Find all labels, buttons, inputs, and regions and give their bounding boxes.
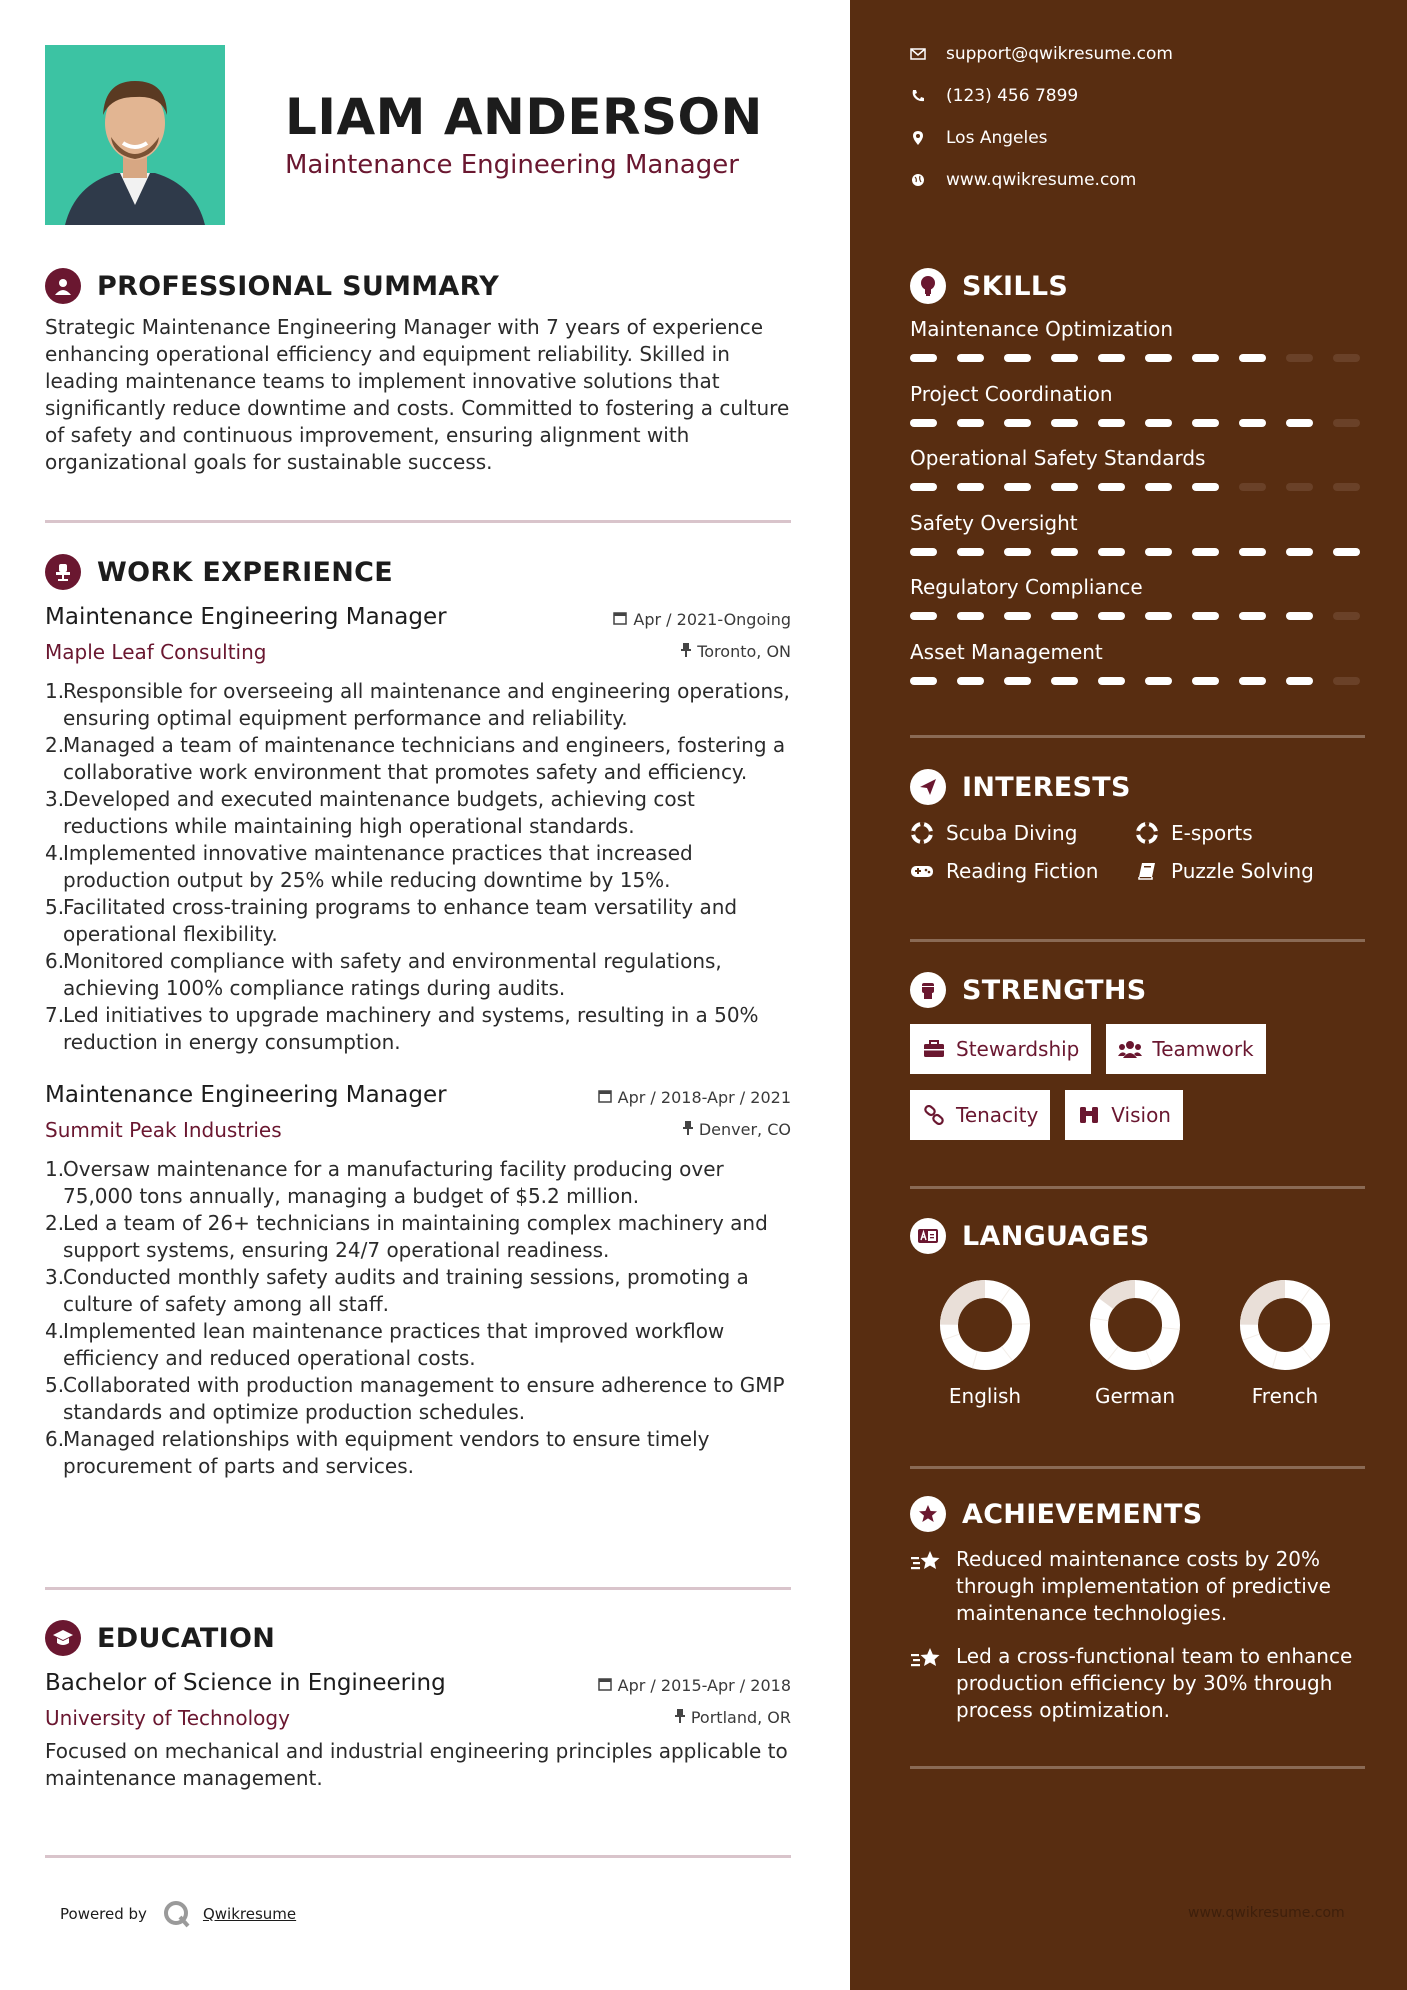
languages-header xyxy=(910,1216,1365,1256)
languages-section xyxy=(910,1216,1365,1408)
skill-level-segment xyxy=(1004,483,1031,491)
users-icon xyxy=(1118,1037,1142,1061)
skill-level-bar xyxy=(910,548,1365,556)
skill-item xyxy=(910,574,1365,639)
skill-level-segment xyxy=(910,483,937,491)
candidate-name: LIAM ANDERSON xyxy=(285,88,763,146)
website-text[interactable]: www.qwikresume.com xyxy=(946,170,1137,190)
summary-text: Strategic Maintenance Engineering Manager with 7 years of experience enhancing operational efficiency and equipment reliability. Skilled in leading maintenance teams to implement innovative solutions that significantly reduce downtime and costs. Committed to fostering a culture of safety and continuous improvement, ensuring alignment with organizational goals for sustainable success. xyxy=(45,315,790,474)
achievements-list xyxy=(910,1546,1365,1724)
summary-header xyxy=(45,266,791,306)
strengths-section xyxy=(910,970,1365,1140)
education-date: Apr / 2015-Apr / 2018 xyxy=(617,1676,791,1695)
skill-level-segment xyxy=(1192,419,1219,427)
pin-icon xyxy=(683,1120,693,1139)
education-title: EDUCATION xyxy=(97,1622,276,1654)
language-proficiency-ring xyxy=(938,1278,1032,1372)
skill-level-segment xyxy=(1239,419,1266,427)
divider xyxy=(910,1466,1365,1469)
achievement-item: Led a cross-functional team to enhance production efficiency by 30% through process optimization. xyxy=(910,1643,1365,1724)
skill-level-segment xyxy=(1098,548,1125,556)
experience-header xyxy=(45,552,791,592)
summary-section xyxy=(45,266,791,476)
list-item: 2. Led a team of 26+ technicians in maintaining complex machinery and support systems, ensuring 24/7 operational readiness. xyxy=(45,1211,768,1262)
list-item: 4. Implemented innovative maintenance practices that increased production output by 25% while reducing downtime by 15%. xyxy=(45,841,693,892)
skill-level-segment xyxy=(1098,677,1125,685)
skill-level-segment xyxy=(1286,354,1313,362)
skill-level-segment xyxy=(1004,612,1031,620)
school: University of Technology xyxy=(45,1706,290,1730)
list-item: 6. Managed relationships with equipment vendors to ensure timely procurement of parts and services. xyxy=(45,1427,710,1478)
language-item xyxy=(1060,1278,1210,1408)
skill-level-segment xyxy=(1051,419,1078,427)
duty-list xyxy=(45,1156,791,1480)
skill-level-segment xyxy=(1004,354,1031,362)
skill-name: Operational Safety Standards xyxy=(910,446,1206,470)
strength-chip: Stewardship xyxy=(910,1024,1091,1074)
pin-icon xyxy=(681,642,691,661)
languages-title: LANGUAGES xyxy=(962,1220,1150,1252)
link-icon xyxy=(922,1103,946,1127)
skill-level-segment xyxy=(1145,548,1172,556)
achievements-title: ACHIEVEMENTS xyxy=(962,1498,1203,1530)
lifebuoy-icon xyxy=(910,821,934,845)
interests-section xyxy=(910,767,1365,883)
phone-icon xyxy=(910,88,926,104)
strength-chip: Vision xyxy=(1065,1090,1183,1140)
interest-item: E-sports xyxy=(1135,821,1335,845)
interests-list xyxy=(910,821,1365,883)
skill-item xyxy=(910,445,1365,510)
skill-level-segment xyxy=(1145,612,1172,620)
skill-level-segment xyxy=(1098,419,1125,427)
strength-chip: Teamwork xyxy=(1106,1024,1265,1074)
skill-level-segment xyxy=(1286,419,1313,427)
contact-location xyxy=(910,128,1048,148)
experience-title: WORK EXPERIENCE xyxy=(97,556,393,588)
interests-title: INTERESTS xyxy=(962,771,1131,803)
chair-icon xyxy=(45,554,81,590)
job-title: Maintenance Engineering Manager xyxy=(45,1082,447,1108)
divider xyxy=(45,520,791,523)
strengths-header xyxy=(910,970,1365,1010)
calendar-icon xyxy=(613,610,627,629)
language-proficiency-ring xyxy=(1238,1278,1332,1372)
location-text: Los Angeles xyxy=(946,128,1048,148)
location-pin-icon xyxy=(910,130,926,146)
job-entry xyxy=(45,1082,791,1480)
skill-level-segment xyxy=(1286,483,1313,491)
divider xyxy=(45,1587,791,1590)
skill-level-segment xyxy=(1098,483,1125,491)
skills-list xyxy=(910,316,1365,703)
paper-plane-icon xyxy=(910,769,946,805)
list-item: 1. Responsible for overseeing all maintenance and engineering operations, ensuring optimal equipment performance and reliability. xyxy=(45,679,790,730)
skill-level-segment xyxy=(1145,419,1172,427)
skill-level-segment xyxy=(1004,419,1031,427)
interest-item: Puzzle Solving xyxy=(1135,859,1335,883)
list-item: 2. Managed a team of maintenance technicians and engineers, fostering a collaborative work environment that promotes safety and efficiency. xyxy=(45,733,786,784)
language-name: English xyxy=(948,1384,1022,1408)
skill-level-bar xyxy=(910,354,1365,362)
list-item: 4. Implemented lean maintenance practices that improved workflow efficiency and reduced operational costs. xyxy=(45,1319,725,1370)
list-item: 3. Conducted monthly safety audits and training sessions, promoting a culture of safety among all staff. xyxy=(45,1265,749,1316)
skill-level-segment xyxy=(1192,612,1219,620)
skill-level-segment xyxy=(1051,354,1078,362)
skill-level-bar xyxy=(910,483,1365,491)
profile-photo xyxy=(45,45,225,225)
avatar xyxy=(45,45,225,225)
skill-level-segment xyxy=(1004,548,1031,556)
list-item: 5. Collaborated with production management to ensure adherence to GMP standards and optimize production schedules. xyxy=(45,1373,785,1424)
skill-level-segment xyxy=(957,677,984,685)
briefcase-icon xyxy=(922,1037,946,1061)
qwikresume-link[interactable]: Qwikresume xyxy=(202,1905,297,1923)
language-name: French xyxy=(1251,1384,1319,1408)
list-item: 5. Facilitated cross-training programs to enhance team versatility and operational flexibility. xyxy=(45,895,738,946)
lightbulb-icon xyxy=(910,268,946,304)
skill-level-segment xyxy=(1239,612,1266,620)
skill-level-segment xyxy=(1333,483,1360,491)
skill-level-segment xyxy=(1333,612,1360,620)
star-badge-icon xyxy=(910,1496,946,1532)
skill-level-segment xyxy=(957,548,984,556)
languages-list xyxy=(910,1278,1365,1408)
skill-level-bar xyxy=(910,612,1365,620)
skill-level-segment xyxy=(1192,677,1219,685)
divider xyxy=(910,1766,1365,1769)
skill-level-segment xyxy=(1051,677,1078,685)
education-location: Portland, OR xyxy=(690,1708,791,1727)
book-icon xyxy=(1135,859,1159,883)
skill-name: Safety Oversight xyxy=(910,510,1078,535)
divider xyxy=(45,1855,791,1858)
skill-level-segment xyxy=(957,419,984,427)
skills-title: SKILLS xyxy=(962,270,1069,302)
language-item xyxy=(910,1278,1060,1408)
skill-level-segment xyxy=(910,612,937,620)
interest-item: Scuba Diving xyxy=(910,821,1135,845)
skill-level-segment xyxy=(1192,548,1219,556)
skill-name: Project Coordination xyxy=(910,381,1113,406)
skill-level-segment xyxy=(1239,483,1266,491)
skill-level-segment xyxy=(1333,548,1360,556)
list-item: 6. Monitored compliance with safety and environmental regulations, achieving 100% compliance ratings during audits. xyxy=(45,949,722,1000)
skill-level-segment xyxy=(1192,354,1219,362)
skill-name: Maintenance Optimization xyxy=(910,317,1174,341)
degree: Bachelor of Science in Engineering xyxy=(45,1670,446,1696)
job-location: Toronto, ON xyxy=(697,642,791,661)
skill-level-segment xyxy=(910,354,937,362)
skill-level-segment xyxy=(910,548,937,556)
job-location: Denver, CO xyxy=(698,1120,791,1139)
pin-icon xyxy=(675,1708,685,1727)
language-item xyxy=(1210,1278,1360,1408)
calendar-icon xyxy=(598,1676,612,1695)
contact-phone xyxy=(910,86,1078,106)
contact-website xyxy=(910,170,1136,190)
shooting-star-icon xyxy=(910,1645,944,1673)
sidebar xyxy=(850,0,1407,1990)
education-entry xyxy=(45,1670,791,1792)
contact-email xyxy=(910,44,1173,64)
skill-level-segment xyxy=(1333,354,1360,362)
skill-level-segment xyxy=(1098,354,1125,362)
duty-list xyxy=(45,678,791,1056)
job-date: Apr / 2018-Apr / 2021 xyxy=(617,1088,791,1107)
language-icon xyxy=(910,1218,946,1254)
list-item: 3. Developed and executed maintenance budgets, achieving cost reductions while maintaining high operational standards. xyxy=(45,787,695,838)
candidate-role: Maintenance Engineering Manager xyxy=(285,150,739,180)
skill-level-segment xyxy=(1051,483,1078,491)
skill-level-segment xyxy=(1286,612,1313,620)
skill-level-segment xyxy=(1004,677,1031,685)
calendar-icon xyxy=(598,1088,612,1107)
list-item: 7. Led initiatives to upgrade machinery and systems, resulting in a 50% reduction in energy consumption. xyxy=(45,1003,759,1054)
skill-level-segment xyxy=(1145,483,1172,491)
interests-header xyxy=(910,767,1365,807)
fist-icon xyxy=(910,972,946,1008)
job-entry xyxy=(45,604,791,1056)
divider xyxy=(910,1186,1365,1189)
skill-level-segment xyxy=(910,677,937,685)
achievements-header xyxy=(910,1494,1365,1534)
divider xyxy=(910,939,1365,942)
list-item: 1. Oversaw maintenance for a manufacturing facility producing over 75,000 tons annually, managing a budget of $5.2 million. xyxy=(45,1157,724,1208)
summary-title: PROFESSIONAL SUMMARY xyxy=(97,270,500,302)
footer-website: www.qwikresume.com xyxy=(1188,1905,1345,1921)
envelope-icon xyxy=(910,46,926,62)
skill-level-segment xyxy=(1051,548,1078,556)
job-company: Summit Peak Industries xyxy=(45,1118,282,1142)
skill-level-segment xyxy=(957,354,984,362)
user-icon xyxy=(45,268,81,304)
skill-level-segment xyxy=(1192,483,1219,491)
ring-separator xyxy=(1312,1324,1330,1325)
skill-level-segment xyxy=(1239,677,1266,685)
skill-item xyxy=(910,639,1365,704)
job-date: Apr / 2021-Ongoing xyxy=(633,610,791,629)
skill-level-segment xyxy=(1286,677,1313,685)
skill-item xyxy=(910,510,1365,575)
phone-text: (123) 456 7899 xyxy=(946,86,1079,106)
skill-level-segment xyxy=(957,612,984,620)
language-name: German xyxy=(1094,1384,1176,1408)
experience-section xyxy=(45,552,791,1480)
skill-level-segment xyxy=(1333,677,1360,685)
lifebuoy-icon xyxy=(1135,821,1159,845)
powered-by-label: Powered by xyxy=(60,1905,147,1923)
skill-level-segment xyxy=(957,483,984,491)
skill-level-bar xyxy=(910,419,1365,427)
skill-item xyxy=(910,316,1365,381)
skill-level-segment xyxy=(1098,612,1125,620)
skill-level-segment xyxy=(1145,354,1172,362)
shooting-star-icon xyxy=(910,1548,944,1576)
graduation-cap-icon xyxy=(45,1620,81,1656)
job-company: Maple Leaf Consulting xyxy=(45,640,267,664)
job-title: Maintenance Engineering Manager xyxy=(45,604,447,630)
skill-name: Asset Management xyxy=(910,639,1103,664)
achievements-section xyxy=(910,1494,1365,1724)
skill-level-bar xyxy=(910,677,1365,685)
strength-chip: Tenacity xyxy=(910,1090,1050,1140)
achievement-item: Reduced maintenance costs by 20% through implementation of predictive maintenance technologies. xyxy=(910,1546,1365,1627)
qwikresume-logo-icon xyxy=(163,1900,191,1928)
education-description: Focused on mechanical and industrial engineering principles applicable to maintenance management. xyxy=(45,1739,788,1790)
skills-section xyxy=(910,266,1365,703)
education-header xyxy=(45,1618,791,1658)
skill-level-segment xyxy=(1333,419,1360,427)
email-text[interactable]: support@qwikresume.com xyxy=(946,44,1173,64)
footer-branding xyxy=(60,1900,296,1928)
skill-level-segment xyxy=(910,419,937,427)
skill-level-segment xyxy=(1239,548,1266,556)
skill-level-segment xyxy=(1286,548,1313,556)
binoculars-icon xyxy=(1077,1103,1101,1127)
globe-icon xyxy=(910,172,926,188)
skill-name: Regulatory Compliance xyxy=(910,575,1143,599)
skill-level-segment xyxy=(1051,612,1078,620)
skill-item xyxy=(910,381,1365,446)
strengths-title: STRENGTHS xyxy=(962,974,1147,1006)
strengths-list xyxy=(910,1024,1330,1140)
interest-item: Reading Fiction xyxy=(910,859,1135,883)
language-proficiency-ring xyxy=(1088,1278,1182,1372)
ring-separator xyxy=(1012,1324,1030,1325)
skills-header xyxy=(910,266,1365,306)
skill-level-segment xyxy=(1145,677,1172,685)
divider xyxy=(910,735,1365,738)
gamepad-icon xyxy=(910,859,934,883)
skill-level-segment xyxy=(1239,354,1266,362)
education-section xyxy=(45,1618,791,1792)
